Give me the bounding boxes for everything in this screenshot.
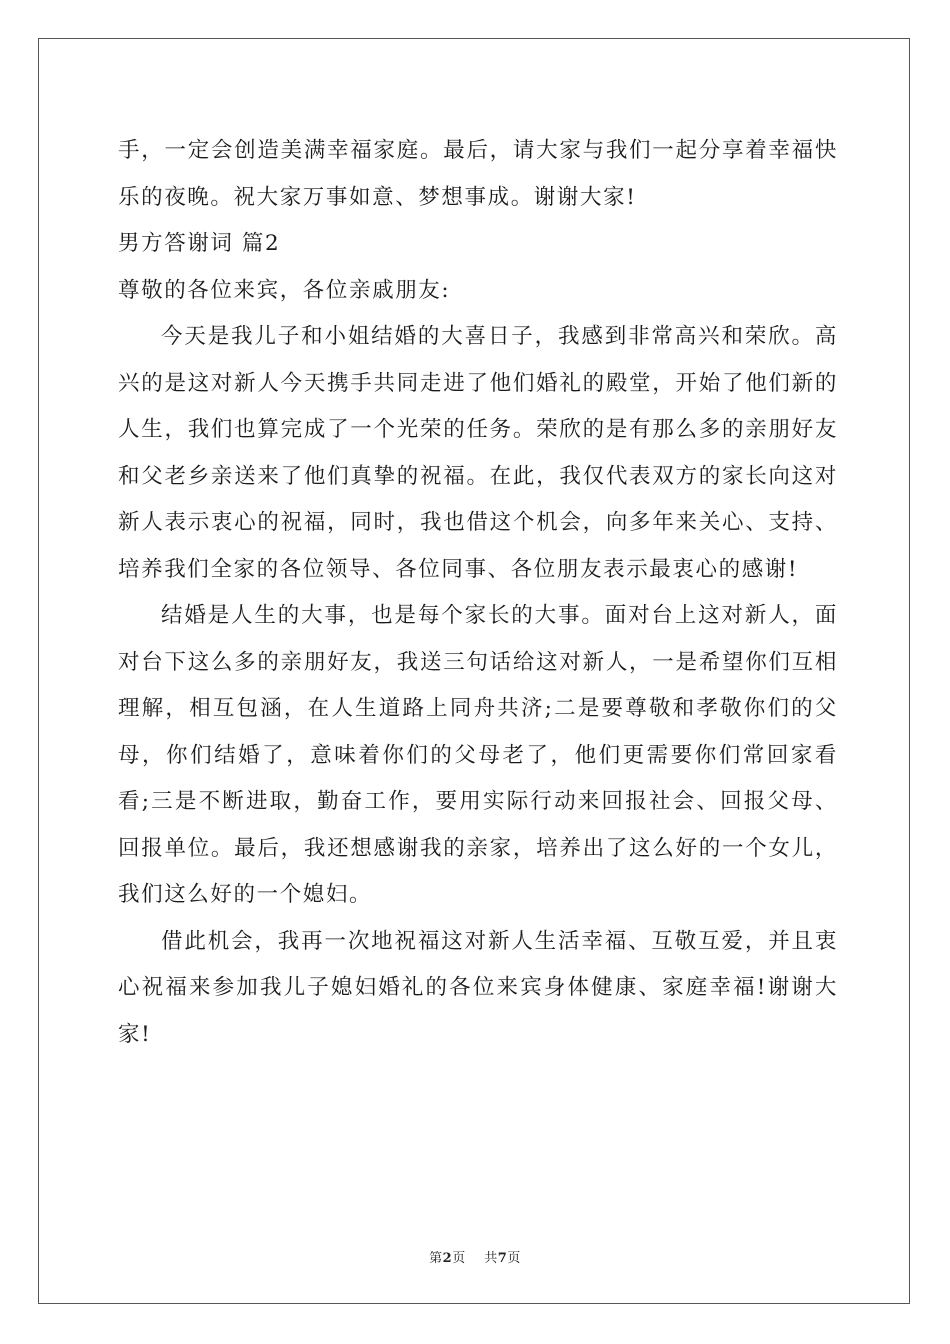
page-total-label: 共7页 xyxy=(484,1251,521,1266)
paragraph: 结婚是人生的大事，也是每个家长的大事。面对台上这对新人，面对台下这么多的亲朋好友，我送三句话给这对新人，一是希望你们互相理解，相互包涵，在人生道路上同舟共济;二是要尊敬和孝敬你们的父母，你们结婚了，意味着你们的父母老了，他们更需要你们常回家看看;三是不断进取，勤奋工作，要用实际行动来回报社会、回报父母、回报单位。最后，我还想感谢我的亲家，培养出了这么好的一个女儿，我们这么好的一个媳妇。 xyxy=(118,603,838,907)
paragraph: 今天是我儿子和小姐结婚的大喜日子，我感到非常高兴和荣欣。高兴的是这对新人今天携手共同走进了他们婚礼的殿堂，开始了他们新的人生，我们也算完成了一个光荣的任务。荣欣的是有那么多的亲朋好友和父老乡亲送来了他们真挚的祝福。在此，我仅代表双方的家长向这对新人表示衷心的祝福，同时，我也借这个机会，向多年来关心、支持、培养我们全家的各位领导、各位同事、各位朋友表示最衷心的感谢! xyxy=(118,324,838,582)
paragraph: 借此机会，我再一次地祝福这对新人生活幸福、互敬互爱，并且衷心祝福来参加我儿子媳妇婚礼的各位来宾身体健康、家庭幸福!谢谢大家! xyxy=(118,928,838,1047)
paragraph-continuation: 手，一定会创造美满幸福家庭。最后，请大家与我们一起分享着幸福快乐的夜晚。祝大家万事如意、梦想事成。谢谢大家! xyxy=(118,138,838,210)
salutation: 尊敬的各位来宾，各位亲戚朋友: xyxy=(118,277,451,303)
document-body xyxy=(118,128,838,1058)
page-number-label: 第2页 xyxy=(429,1251,466,1266)
section-heading: 男方答谢词 篇2 xyxy=(118,231,281,256)
page-footer xyxy=(0,1247,950,1266)
